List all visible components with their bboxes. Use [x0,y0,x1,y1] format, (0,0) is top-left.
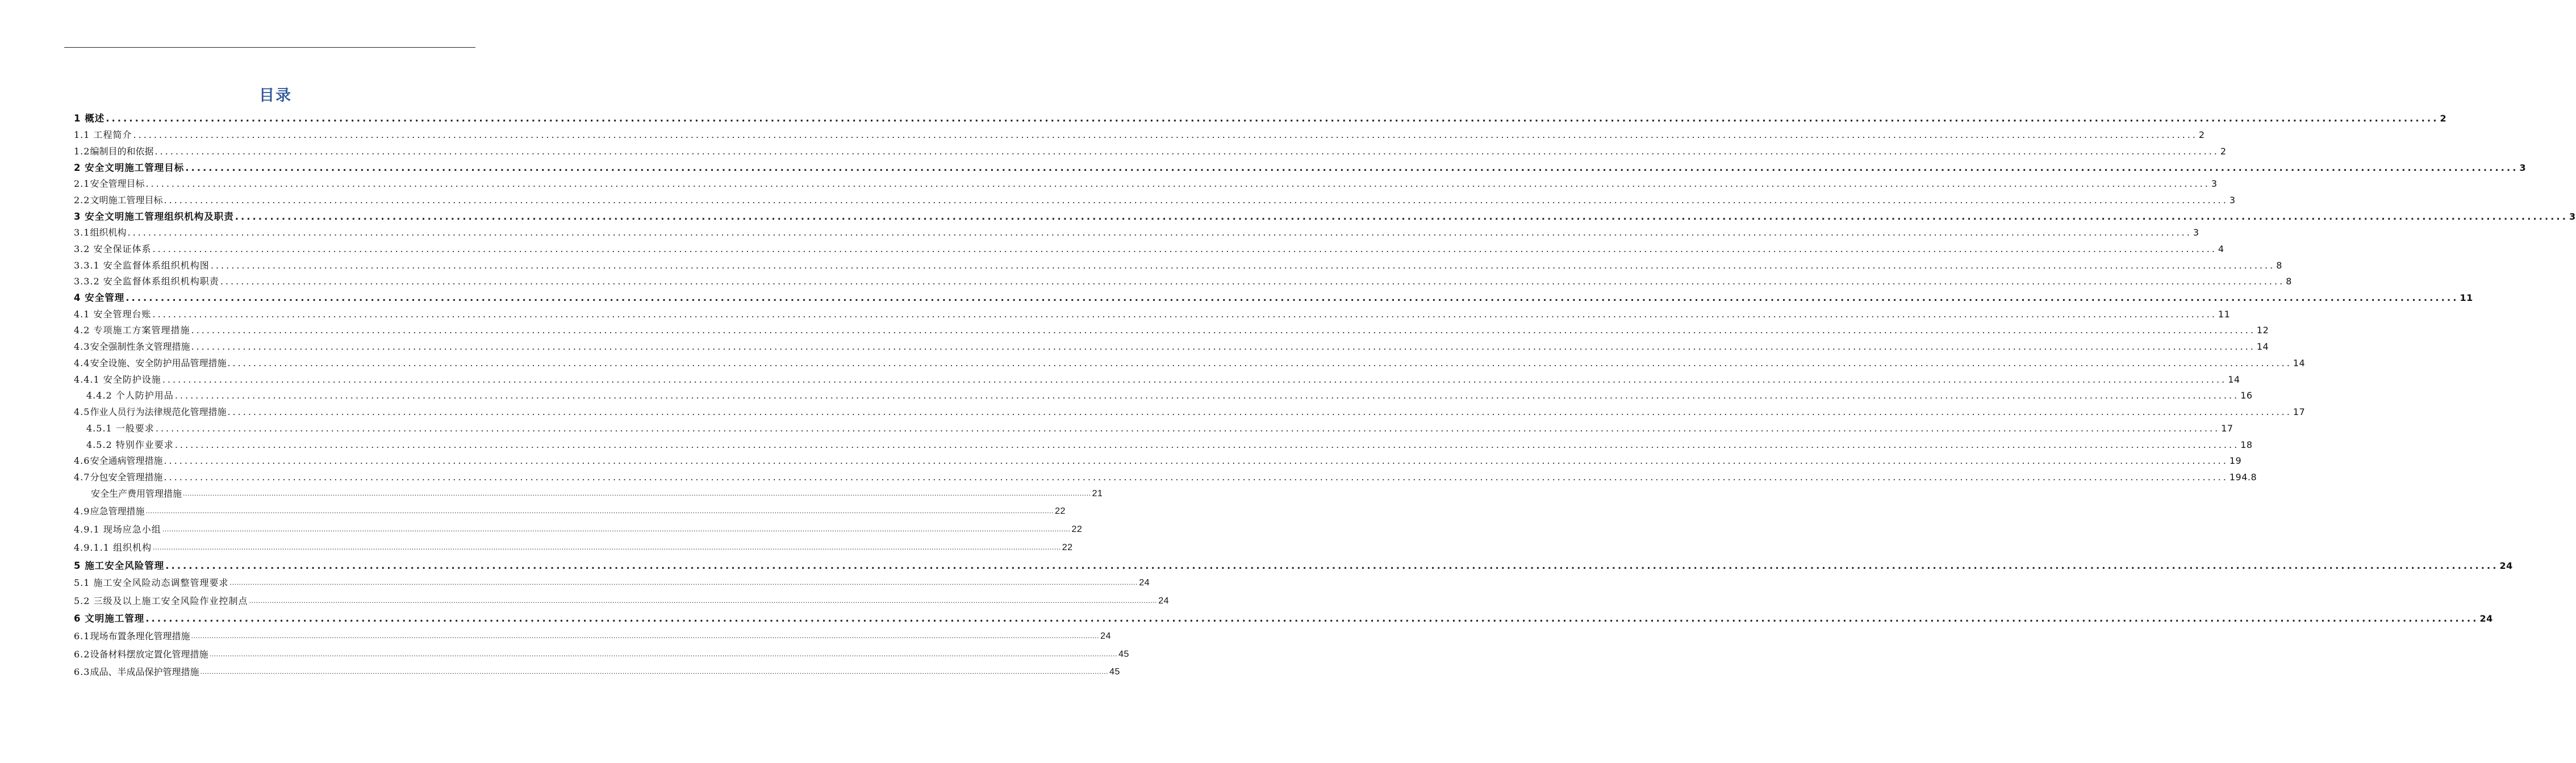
toc-entry[interactable] [74,504,1066,517]
toc-entry-title: 文明施工管理目标 [90,195,163,206]
toc-entry-title: 安全生产费用管理措施 [91,488,182,499]
toc-page-number: 16 [2240,390,2253,401]
toc-dot-leader: ................................................................................................................................................................................................................................................................................................................................................................................................................ [191,341,2256,352]
toc-page-number: 22 [1062,543,1073,552]
toc-entry[interactable] [74,647,1129,660]
toc-entry-number: 6.3 [74,666,90,677]
toc-entry-title: 安全管理目标 [90,178,145,189]
toc-entry[interactable] [74,355,2306,369]
toc-page-number: 18 [2240,439,2253,450]
toc-entry-title: 安全强制性条文管理措施 [90,341,190,352]
toc-entry[interactable] [74,453,2242,467]
toc-page-number: 24 [2499,560,2513,571]
toc-entry[interactable] [74,593,1169,607]
toc-entry-number: 4.9.1 现场应急小组 [74,524,161,535]
toc-entry-number: 1.1 工程简介 [74,129,132,140]
toc-page-number: 3 [2193,227,2199,238]
toc-entry-number: 4.3 [74,341,90,352]
toc-entry-title: 设备材料摆放定置化管理措施 [90,649,208,660]
toc-title: 目录 [259,87,292,104]
toc-page-number: 45 [1109,667,1120,677]
toc-dot-leader: ................................................................................................................................................................................................................................................................................................................................................................................................................ [152,309,2217,320]
toc-entry-number: 4.9.1.1 组织机构 [74,542,152,553]
toc-page-number: 22 [1055,506,1066,516]
toc-entry[interactable] [74,290,2473,304]
toc-entry-number: 5.2 三级及以上施工安全风险作业控制点 [74,596,248,606]
toc-entry-title: 现场布置条理化管理措施 [90,631,190,642]
toc-entry[interactable] [74,258,2282,271]
toc-entry[interactable] [74,339,2269,353]
toc-dot-leader: ................................................................................................................................................................................................................................................................................................................................................................................................................ [106,113,2439,124]
toc-dot-leader: ................................................................................................................................................................................................................................................................................................................................................................................................................ [191,632,1100,640]
toc-page-number: 3 [2519,162,2527,173]
toc-page-number: 3 [2569,211,2576,222]
toc-dot-leader: ................................................................................................................................................................................................................................................................................................................................................................................................................ [127,227,2192,238]
toc-entry-number: 4 安全管理 [74,292,125,303]
toc-page-number: 14 [2228,374,2240,385]
toc-entry-number: 3.2 安全保证体系 [74,244,152,254]
toc-entry-title: 编制目的和依据 [90,146,154,157]
toc-page-number: 8 [2286,276,2292,287]
toc-dot-leader: ................................................................................................................................................................................................................................................................................................................................................................................................................ [229,579,1138,586]
toc-entry[interactable] [74,225,2199,238]
toc-entry[interactable] [91,486,1103,500]
toc-entry-number: 1.2 [74,146,90,157]
toc-page-number: 11 [2218,309,2231,320]
toc-entry-title: 作业人员行为法律规范化管理措施 [90,406,227,417]
toc-dot-leader: ................................................................................................................................................................................................................................................................................................................................................................................................................ [191,325,2256,336]
toc-entry-number: 2.2 [74,195,90,206]
toc-entry-number: 1 概述 [74,113,105,124]
toc-entry[interactable] [86,437,2253,451]
toc-entry[interactable] [74,540,1073,554]
toc-dot-leader: ................................................................................................................................................................................................................................................................................................................................................................................................................ [200,668,1109,676]
toc-page-number: 12 [2256,325,2269,336]
toc-page-number: 11 [2460,292,2473,303]
toc-dot-leader: ................................................................................................................................................................................................................................................................................................................................................................................................................ [153,544,1061,551]
toc-entry[interactable] [74,611,2493,624]
toc-entry-title: 安全通病管理措施 [90,455,163,466]
toc-entry-title: 分包安全管理措施 [90,472,163,483]
toc-dot-leader: ................................................................................................................................................................................................................................................................................................................................................................................................................ [174,390,2240,401]
toc-entry[interactable] [74,176,2218,190]
toc-dot-leader: ................................................................................................................................................................................................................................................................................................................................................................................................................ [249,597,1158,605]
toc-dot-leader: ................................................................................................................................................................................................................................................................................................................................................................................................................ [165,560,2499,571]
toc-page-number: 45 [1118,649,1129,659]
toc-page-number: 24 [1139,578,1150,588]
toc-dot-leader: ................................................................................................................................................................................................................................................................................................................................................................................................................ [235,211,2568,222]
toc-entry[interactable] [74,322,2269,336]
toc-entry[interactable] [74,111,2447,124]
toc-entry-number: 4.7 [74,472,90,483]
toc-page-number: 4 [2218,244,2224,254]
toc-entry[interactable] [74,274,2292,287]
toc-page-number: 3 [2211,178,2218,189]
toc-page-number: 14 [2293,358,2306,368]
toc-dot-leader: ................................................................................................................................................................................................................................................................................................................................................................................................................ [164,455,2228,466]
toc-page-number: 21 [1092,489,1103,498]
toc-entry[interactable] [74,404,2306,418]
toc-entry-number: 4.2 专项施工方案管理措施 [74,325,190,336]
toc-dot-leader: ................................................................................................................................................................................................................................................................................................................................................................................................................ [164,195,2228,206]
toc-entry-number: 4.6 [74,455,90,466]
toc-entry[interactable] [74,127,2205,141]
toc-entry-number: 2 安全文明施工管理目标 [74,162,185,173]
toc-entry[interactable] [74,241,2224,255]
toc-dot-leader: ................................................................................................................................................................................................................................................................................................................................................................................................................ [209,651,1118,658]
toc-page-number: 17 [2221,423,2233,434]
toc-page-number: 24 [1158,596,1169,606]
toc-entry[interactable] [74,209,2576,223]
toc-entry-number: 4.5.1 一般要求 [86,423,155,434]
toc-entry-number: 6.1 [74,631,90,642]
toc-entry-number: 4.1 安全管理台账 [74,309,152,320]
toc-entry[interactable] [74,144,2227,157]
toc-dot-leader: ................................................................................................................................................................................................................................................................................................................................................................................................................ [152,244,2217,254]
toc-page-number: 2 [2440,113,2447,124]
toc-page-number: 22 [1071,525,1083,534]
toc-entry-number: 4.9 [74,506,90,517]
toc-dot-leader: ................................................................................................................................................................................................................................................................................................................................................................................................................ [155,423,2220,434]
toc-dot-leader: ................................................................................................................................................................................................................................................................................................................................................................................................................ [185,162,2519,173]
toc-page-number: 2 [2198,129,2205,140]
toc-entry[interactable] [74,307,2231,320]
toc-dot-leader: ................................................................................................................................................................................................................................................................................................................................................................................................................ [162,526,1071,533]
toc-entry[interactable] [74,558,2513,572]
toc-entry[interactable] [74,160,2527,174]
toc-page-number: 14 [2256,341,2269,352]
toc-entry-number: 4.4.2 个人防护用品 [86,390,174,401]
toc-entry[interactable] [74,522,1083,535]
toc-dot-leader: ................................................................................................................................................................................................................................................................................................................................................................................................................ [174,439,2240,450]
toc-entry-number: 4.4.1 安全防护设施 [74,374,161,385]
toc-entry[interactable] [74,575,1150,589]
toc-entry[interactable] [74,372,2240,385]
toc-dot-leader: ................................................................................................................................................................................................................................................................................................................................................................................................................ [126,292,2459,303]
toc-entry-number: 3 安全文明施工管理组织机构及职责 [74,211,234,222]
toc-entry-number: 6.2 [74,649,90,660]
toc-dot-leader: ................................................................................................................................................................................................................................................................................................................................................................................................................ [164,472,2228,483]
toc-entry-number: 3.3.2 安全监督体系组织机构职责 [74,276,219,287]
toc-page-number: 8 [2276,260,2282,271]
toc-entry-title: 成品、半成品保护管理措施 [90,666,199,677]
toc-entry-number: 4.4 [74,358,90,368]
toc-dot-leader: ................................................................................................................................................................................................................................................................................................................................................................................................................ [227,406,2292,417]
toc-entry-number: 4.5.2 特别作业要求 [86,439,174,450]
toc-entry[interactable] [86,388,2253,401]
toc-page-number: 3 [2229,195,2236,206]
toc-entry-number: 4.5 [74,406,90,417]
toc-dot-leader: ................................................................................................................................................................................................................................................................................................................................................................................................................ [145,178,2210,189]
toc-entry-title: 应急管理措施 [90,506,145,517]
toc-dot-leader: ................................................................................................................................................................................................................................................................................................................................................................................................................ [145,508,1054,515]
toc-entry[interactable] [74,192,2236,206]
toc-page-number: 19 [2229,455,2242,466]
toc-entry[interactable] [74,469,2257,483]
toc-entry-number: 6 文明施工管理 [74,613,145,624]
toc-entry-number: 5 施工安全风险管理 [74,560,165,571]
toc-entry-number: 2.1 [74,178,90,189]
toc-entry[interactable] [74,628,1111,642]
toc-page-number: 2 [2220,146,2227,157]
toc-entry[interactable] [74,664,1120,678]
toc-entry-number: 3.1 [74,227,90,238]
toc-page-number: 194.8 [2229,472,2257,483]
toc-page-number: 17 [2293,406,2306,417]
toc-entry-title: 安全设施、安全防护用品管理措施 [90,358,227,368]
toc-entry-title: 组织机构 [90,227,127,238]
toc-dot-leader: ................................................................................................................................................................................................................................................................................................................................................................................................................ [183,490,1091,497]
toc-entry-number: 5.1 施工安全风险动态调整管理要求 [74,577,229,588]
toc-dot-leader: ................................................................................................................................................................................................................................................................................................................................................................................................................ [155,146,2219,157]
toc-dot-leader: ................................................................................................................................................................................................................................................................................................................................................................................................................ [162,374,2227,385]
toc-dot-leader: ................................................................................................................................................................................................................................................................................................................................................................................................................ [133,129,2198,140]
toc-entry-number: 3.3.1 安全监督体系组织机构图 [74,260,210,271]
toc-dot-leader: ................................................................................................................................................................................................................................................................................................................................................................................................................ [210,260,2276,271]
toc-dot-leader: ................................................................................................................................................................................................................................................................................................................................................................................................................ [220,276,2285,287]
header-rule [64,47,475,48]
toc-page-number: 24 [1100,631,1111,641]
toc-page-number: 24 [2479,613,2493,624]
toc-dot-leader: ................................................................................................................................................................................................................................................................................................................................................................................................................ [227,358,2292,368]
toc-dot-leader: ................................................................................................................................................................................................................................................................................................................................................................................................................ [145,613,2479,624]
toc-entry[interactable] [86,421,2233,434]
